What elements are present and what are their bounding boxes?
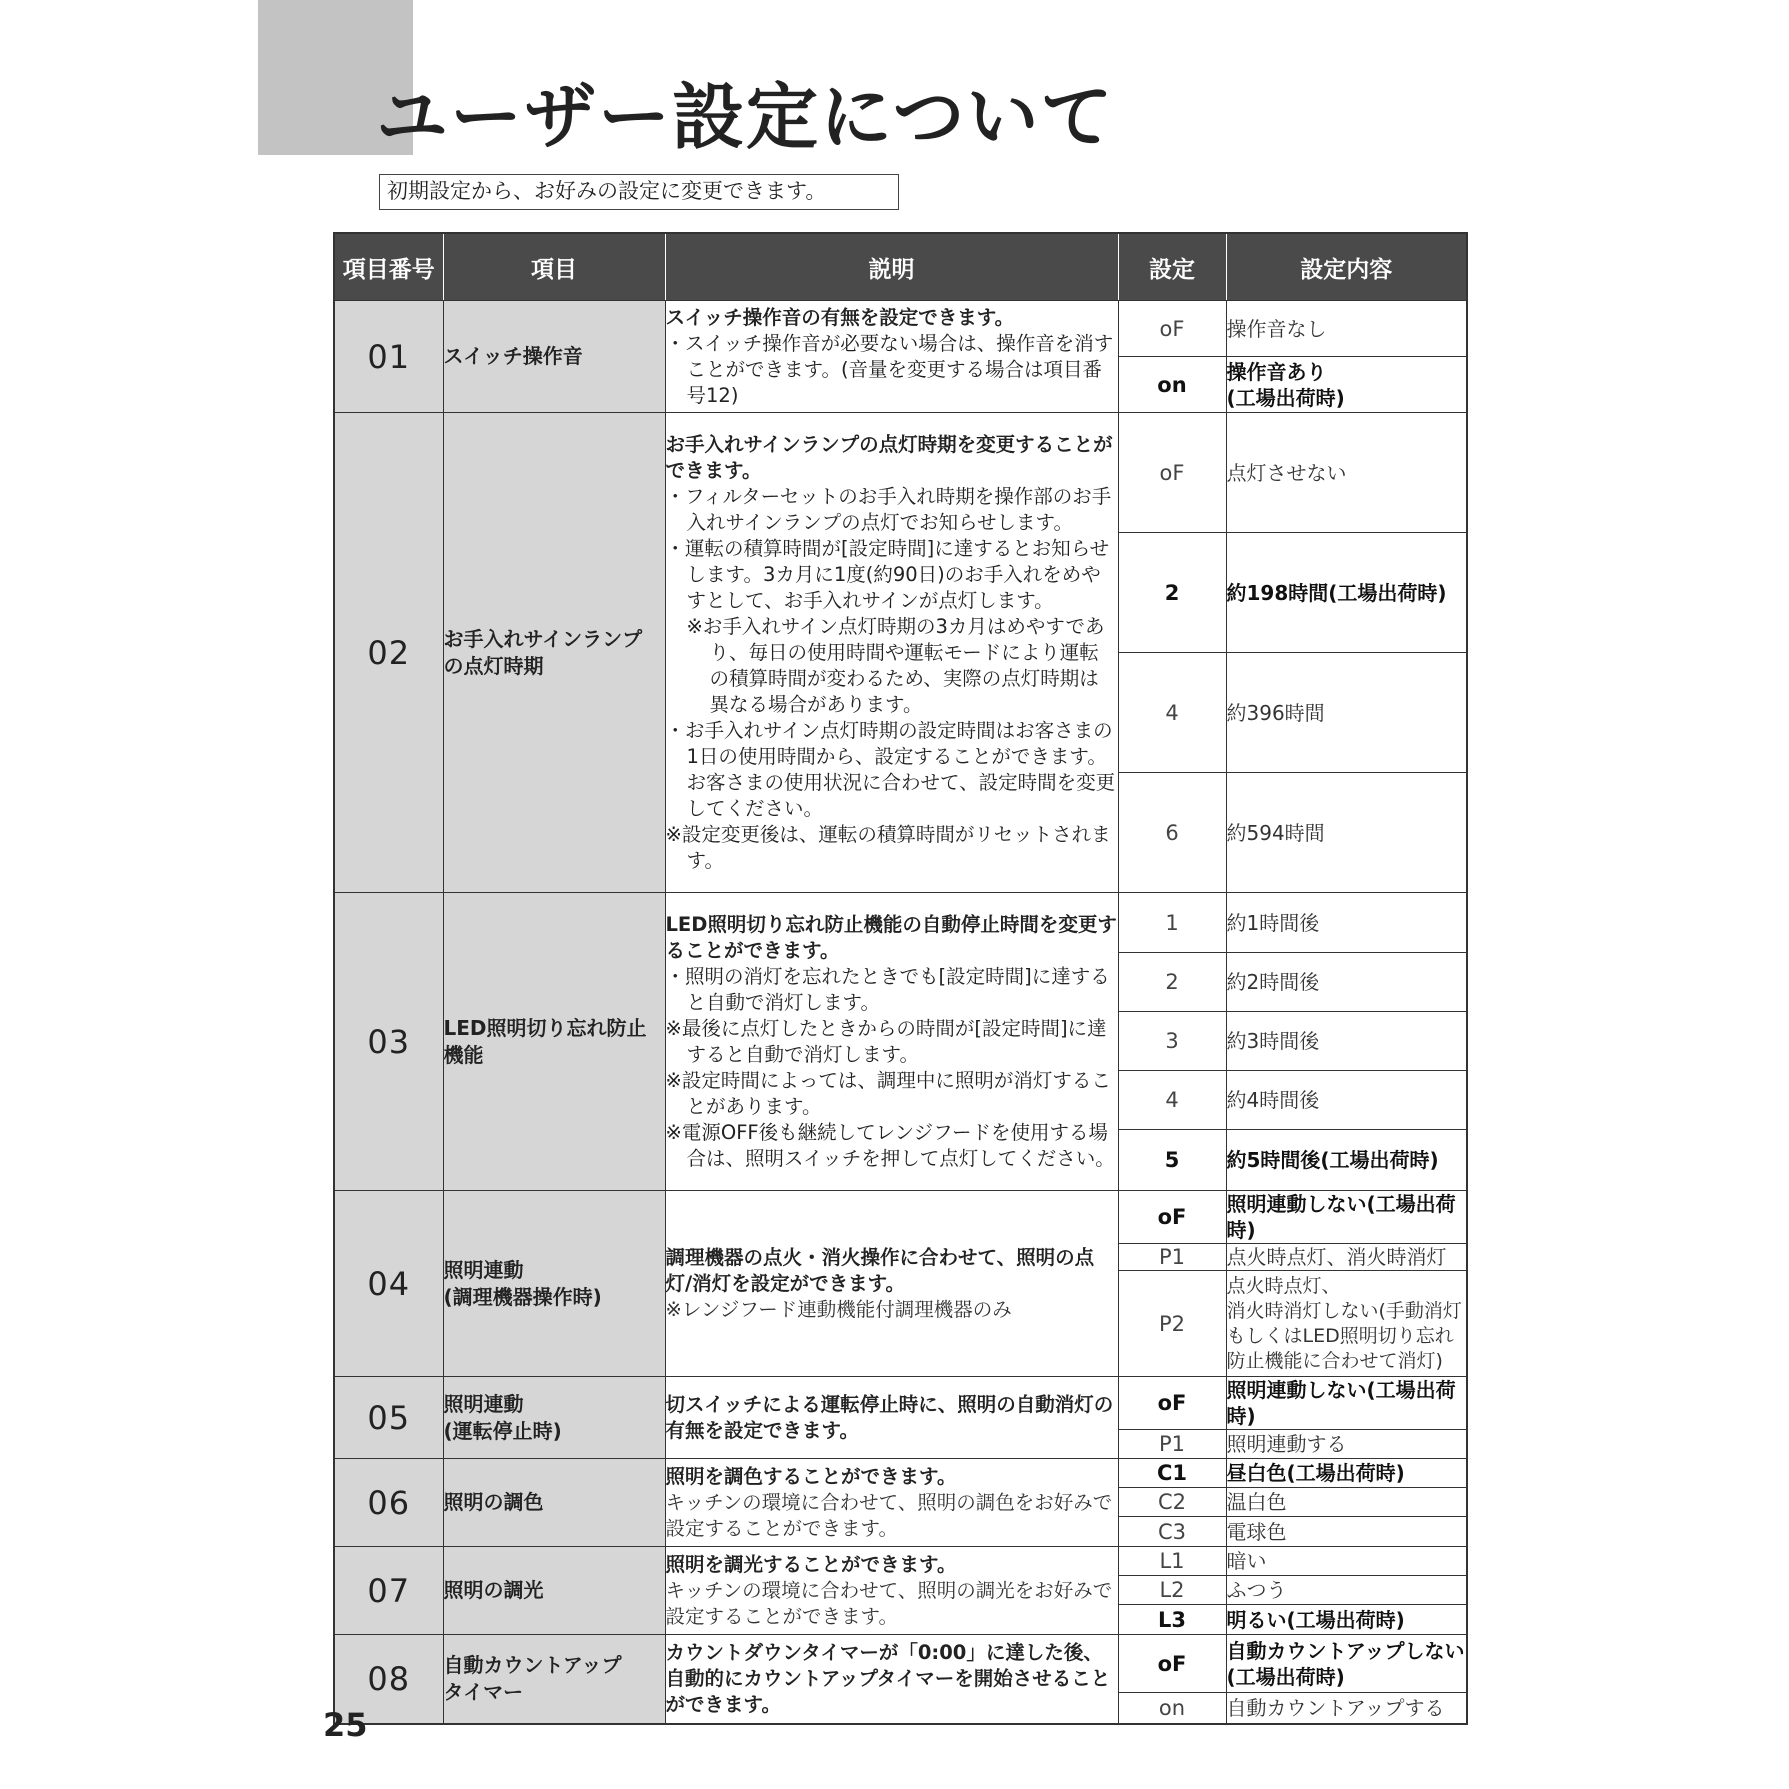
item-description [665,1635,1118,1724]
setting-code: 2 [1118,953,1226,1012]
setting-value: ふつう [1226,1576,1467,1605]
description-main: 切スイッチによる運転停止時に、照明の自動消灯の有無を設定できます。 [665,1392,1114,1442]
item-name [443,1459,665,1547]
setting-value [1226,357,1467,413]
table-row [334,301,1467,357]
setting-value: 照明連動しない(工場出荷時) [1226,1191,1467,1244]
setting-value: 明るい(工場出荷時) [1226,1605,1467,1635]
description-line: ※電源OFF後も継続してレンジフードを使用する場合は、照明スイッチを押して点灯してください。 [665,1120,1115,1170]
item-name-line: の点灯時期 [443,653,544,678]
table-row [334,1377,1467,1430]
item-description [665,1377,1118,1459]
setting-value-line: 防止機能に合わせて消灯) [1226,1349,1443,1372]
setting-code: 1 [1118,893,1226,953]
setting-value: 電球色 [1226,1517,1467,1547]
setting-value: 約3時間後 [1226,1012,1467,1071]
setting-code: P2 [1118,1271,1226,1377]
setting-code: oF [1118,413,1226,533]
setting-code: 3 [1118,1012,1226,1071]
setting-code: L3 [1118,1605,1226,1635]
setting-value [1226,1271,1467,1377]
item-name [443,413,665,893]
setting-value-line: もしくはLED照明切り忘れ [1226,1324,1454,1347]
setting-code: 6 [1118,773,1226,893]
setting-value-line: 点火時点灯、 [1226,1274,1341,1297]
item-name-line: タイマー [443,1679,524,1704]
item-name-line: 自動カウントアップ [443,1652,622,1677]
setting-code: 4 [1118,653,1226,773]
item-description [665,1459,1118,1547]
description-main: お手入れサインランプの点灯時期を変更することができます。 [665,432,1113,482]
description-line: ・お手入れサイン点灯時期の設定時間はお客さまの1日の使用時間から、設定することができます。お客さまの使用状況に合わせて、設定時間を変更してください。 [665,718,1116,820]
description-main: 調理機器の点火・消火操作に合わせて、照明の点灯/消灯を設定ができます。 [665,1245,1095,1295]
table-row [334,1459,1467,1488]
item-name-line: 照明連動 [443,1257,524,1282]
item-description [665,301,1118,413]
item-number: 07 [334,1547,443,1635]
description-main: カウントダウンタイマーが「0:00」に達した後、自動的にカウントアップタイマーを開始させることができます。 [665,1640,1111,1716]
setting-code: P1 [1118,1244,1226,1271]
setting-code: on [1118,357,1226,413]
setting-code: L1 [1118,1547,1226,1576]
item-name [443,1377,665,1459]
setting-code: 4 [1118,1071,1226,1130]
setting-code: oF [1118,1377,1226,1430]
setting-value: 約4時間後 [1226,1071,1467,1130]
item-name [443,1191,665,1377]
setting-value: 昼白色(工場出荷時) [1226,1459,1467,1488]
setting-code: oF [1118,1635,1226,1693]
item-number: 03 [334,893,443,1191]
item-number: 08 [334,1635,443,1724]
setting-value: 約198時間(工場出荷時) [1226,533,1467,653]
setting-code: C3 [1118,1517,1226,1547]
item-name-line: 照明連動 [443,1391,524,1416]
description-line: ・フィルターセットのお手入れ時期を操作部のお手入れサインランプの点灯でお知らせします。 [665,484,1112,534]
header-setting-content: 設定内容 [1226,233,1467,301]
item-name-line: (調理機器操作時) [443,1284,602,1309]
description-main: スイッチ操作音の有無を設定できます。 [665,305,1015,329]
item-name [443,893,665,1191]
setting-value-line: 消火時消灯しない(手動消灯 [1226,1299,1462,1322]
setting-value: 点火時点灯、消火時消灯 [1226,1244,1467,1271]
setting-value-line: (工場出荷時) [1226,385,1345,410]
header-item-number: 項目番号 [334,233,443,301]
item-name [443,1635,665,1724]
header-item: 項目 [443,233,665,301]
description-line: ※最後に点灯したときからの時間が[設定時間]に達すると自動で消灯します。 [665,1016,1107,1066]
setting-code: oF [1118,1191,1226,1244]
table-header-row [334,233,1467,301]
item-number: 04 [334,1191,443,1377]
item-name-line: お手入れサインランプ [443,626,643,651]
setting-code: L2 [1118,1576,1226,1605]
item-description [665,1547,1118,1635]
setting-value: 照明連動する [1226,1430,1467,1459]
item-name-line: (運転停止時) [443,1418,562,1443]
item-number: 06 [334,1459,443,1547]
description-line: ※レンジフード連動機能付調理機器のみ [665,1297,1012,1321]
setting-code: C2 [1118,1488,1226,1517]
item-name-line: LED照明切り忘れ防止 [443,1015,647,1040]
setting-value-line: 自動カウントアップしない [1226,1638,1465,1663]
setting-code: 2 [1118,533,1226,653]
description-line: ・照明の消灯を忘れたときでも[設定時間]に達すると自動で消灯します。 [665,964,1110,1014]
item-name [443,301,665,413]
item-name [443,1547,665,1635]
setting-value: 点灯させない [1226,413,1467,533]
description-line: ※設定変更後は、運転の積算時間がリセットされます。 [665,822,1111,872]
setting-value: 自動カウントアップする [1226,1693,1467,1724]
setting-value: 約396時間 [1226,653,1467,773]
description-line: ・スイッチ操作音が必要ない場合は、操作音を消すことができます。(音量を変更する場合は項目番号12) [665,331,1114,407]
item-name-line: スイッチ操作音 [443,344,583,368]
subtitle-box: 初期設定から、お好みの設定に変更できます。 [379,174,899,210]
item-description [665,893,1118,1191]
setting-value: 約5時間後(工場出荷時) [1226,1130,1467,1191]
description-line: キッチンの環境に合わせて、照明の調光をお好みで設定することができます。 [665,1578,1113,1628]
description-line: キッチンの環境に合わせて、照明の調色をお好みで設定することができます。 [665,1490,1113,1540]
table-row [334,1547,1467,1576]
item-number: 02 [334,413,443,893]
description-main: LED照明切り忘れ防止機能の自動停止時間を変更することができます。 [665,912,1117,962]
setting-value-line: 操作音あり [1226,359,1327,384]
setting-code: on [1118,1693,1226,1724]
table-row [334,1191,1467,1244]
setting-code: P1 [1118,1430,1226,1459]
setting-value: 操作音なし [1226,301,1467,357]
table-row [334,893,1467,953]
item-name-line: 照明の調色 [443,1490,544,1514]
setting-value: 暗い [1226,1547,1467,1576]
setting-code: oF [1118,301,1226,357]
description-line: ・運転の積算時間が[設定時間]に達するとお知らせします。3カ月に1度(約90日)のお手入れをめやすとして、お手入れサインが点灯します。 [665,536,1110,612]
setting-value: 温白色 [1226,1488,1467,1517]
setting-value: 照明連動しない(工場出荷時) [1226,1377,1467,1430]
item-number: 01 [334,301,443,413]
setting-value [1226,1635,1467,1693]
setting-code: 5 [1118,1130,1226,1191]
description-main: 照明を調光することができます。 [665,1552,957,1576]
setting-value-line: (工場出荷時) [1226,1664,1345,1689]
setting-value: 約2時間後 [1226,953,1467,1012]
setting-value: 約594時間 [1226,773,1467,893]
page-title: ユーザー設定について [376,75,1115,159]
description-line: ※設定時間によっては、調理中に照明が消灯することがあります。 [665,1068,1111,1118]
setting-code: C1 [1118,1459,1226,1488]
header-description: 説明 [665,233,1118,301]
table-row [334,413,1467,533]
item-description [665,1191,1118,1377]
item-name-line: 照明の調光 [443,1578,544,1602]
description-line: ※お手入れサイン点灯時期の3カ月はめやすであり、毎日の使用時間や運転モードにより運転の積算時間が変わるため、実際の点灯時期は異なる場合があります。 [686,614,1105,716]
user-settings-table [333,232,1468,1725]
description-main: 照明を調色することができます。 [665,1464,957,1488]
item-number: 05 [334,1377,443,1459]
item-name-line: 機能 [443,1042,484,1067]
setting-value: 約1時間後 [1226,893,1467,953]
table-row [334,1635,1467,1693]
item-description [665,413,1118,893]
page-number: 25 [323,1706,368,1744]
header-setting: 設定 [1118,233,1226,301]
